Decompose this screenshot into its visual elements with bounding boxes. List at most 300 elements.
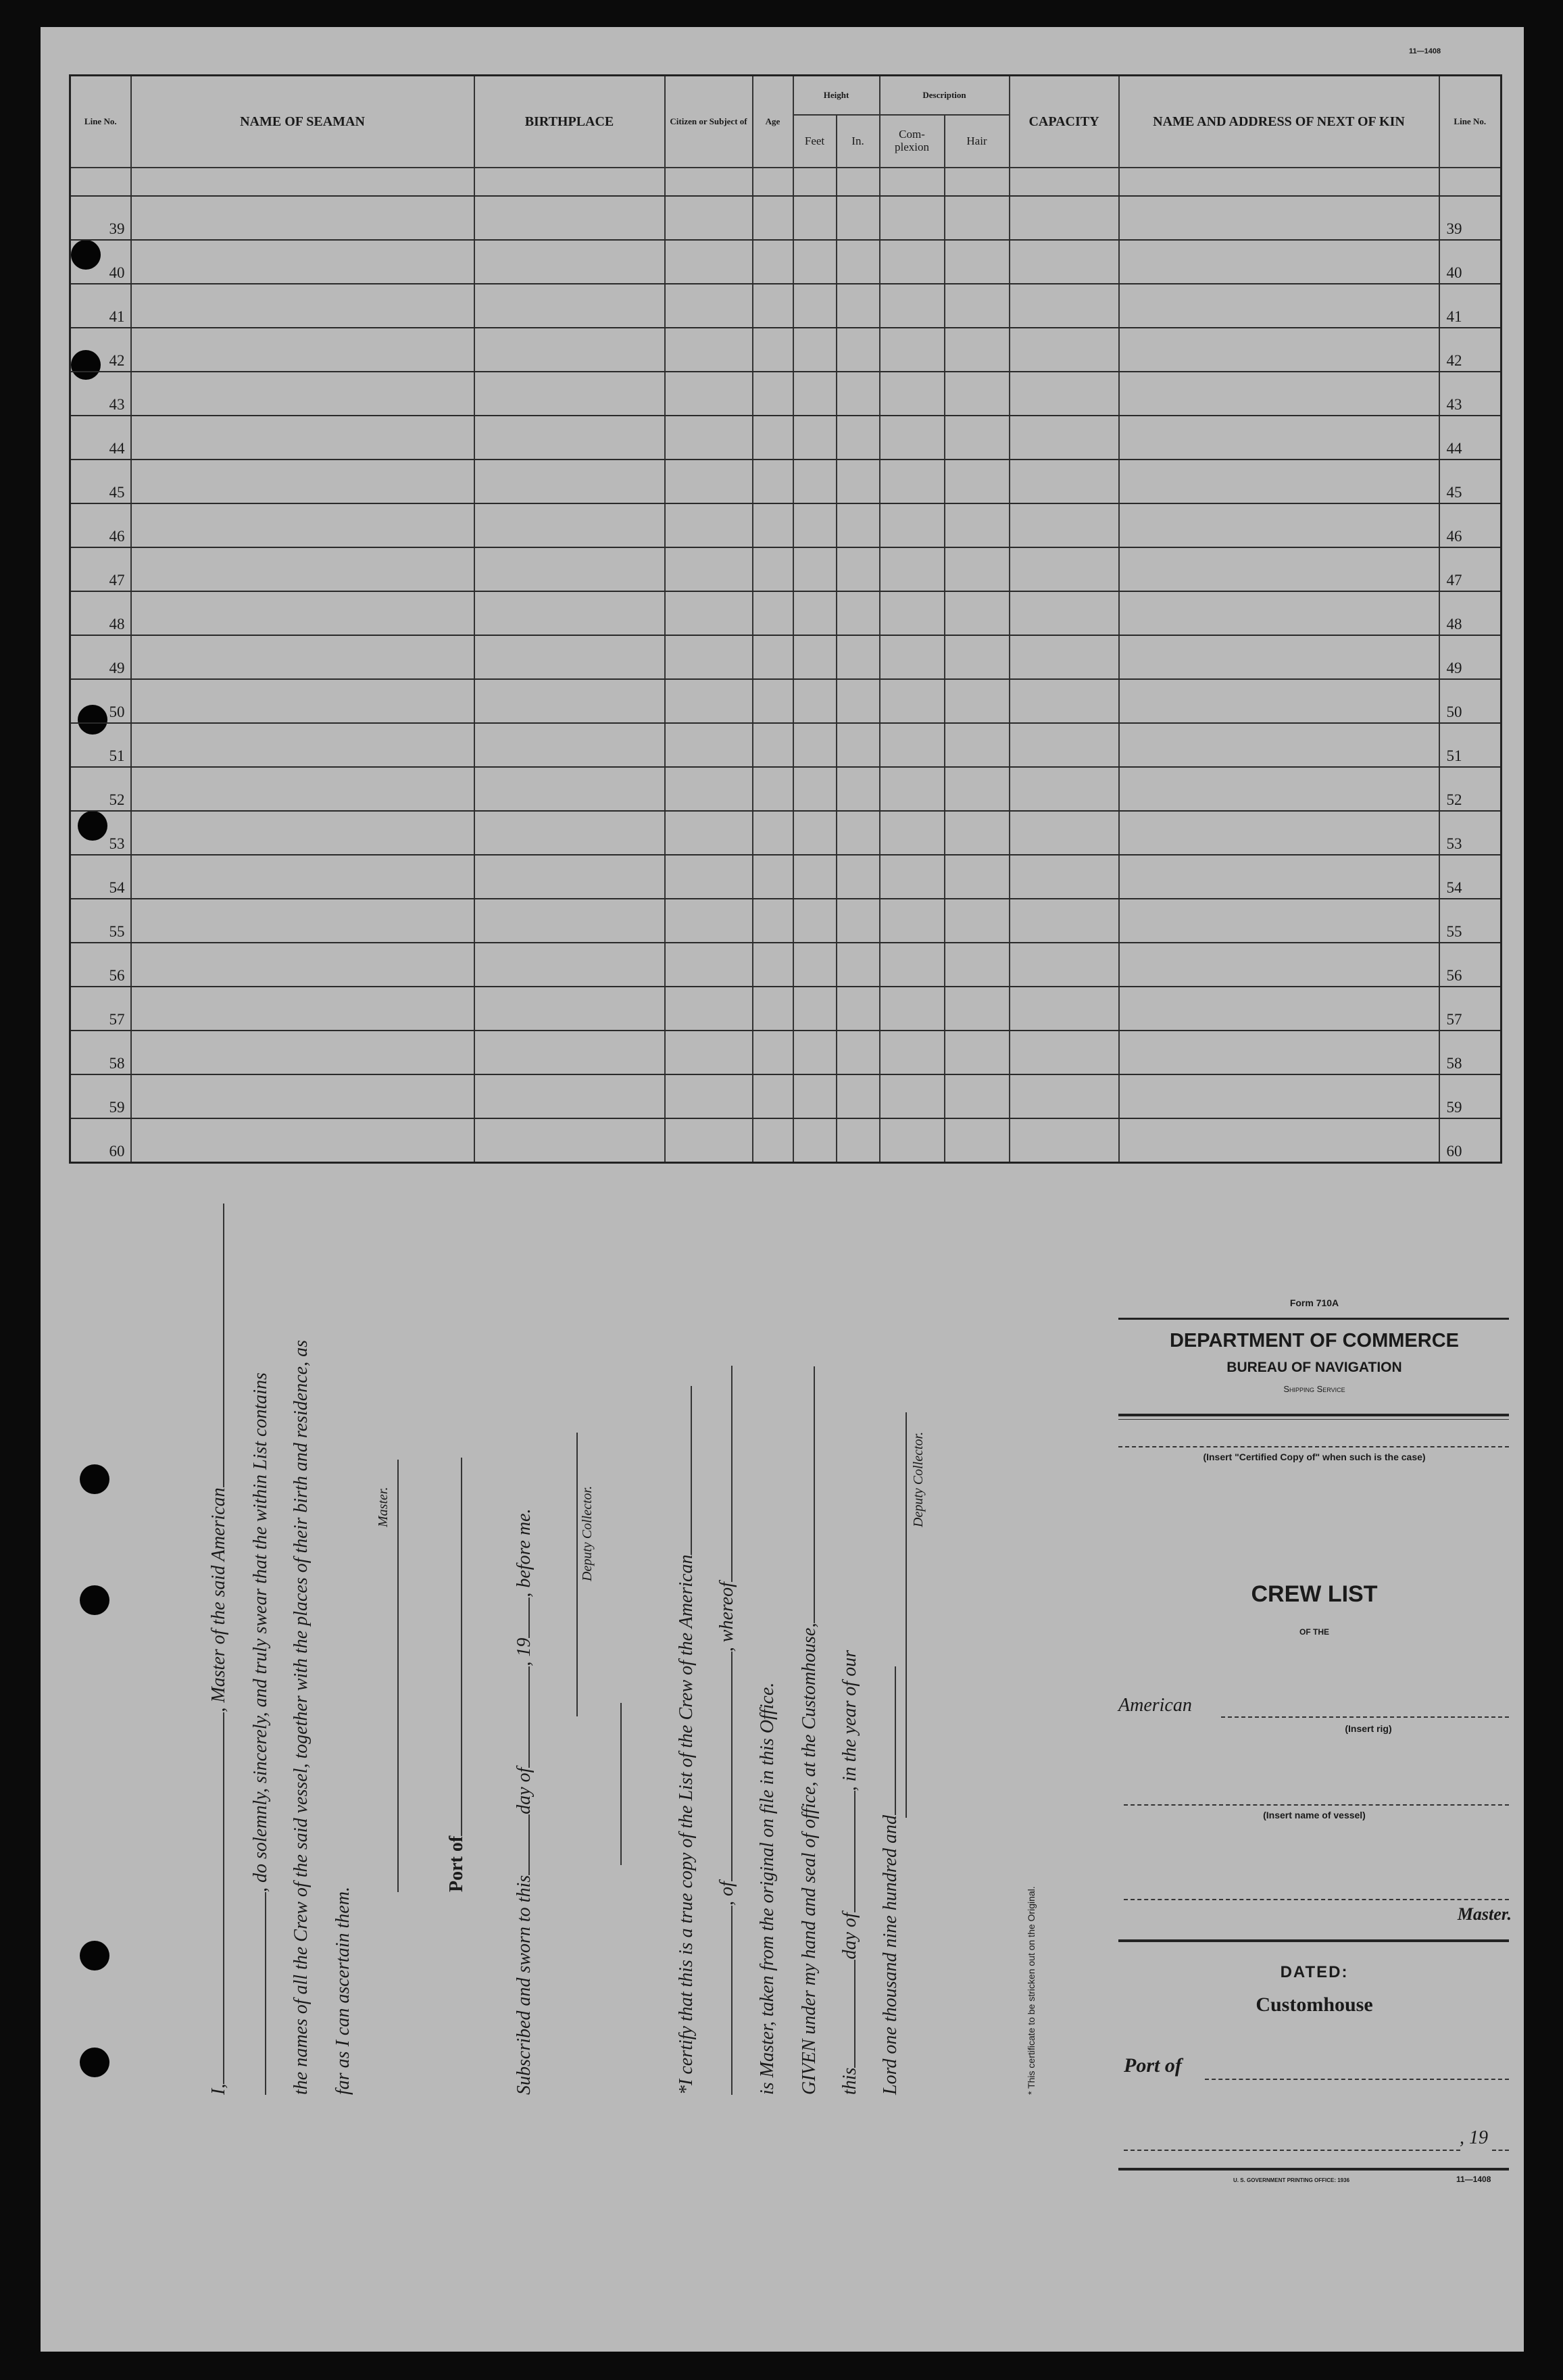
given-year-field[interactable] (878, 1666, 896, 1815)
line-number-right: 50 (1439, 679, 1502, 723)
table-cell[interactable] (665, 547, 753, 591)
table-cell[interactable] (880, 328, 945, 372)
table-cell[interactable] (131, 943, 474, 987)
table-cell[interactable] (474, 679, 665, 723)
table-cell[interactable] (880, 547, 945, 591)
table-cell[interactable] (793, 855, 837, 899)
table-cell[interactable] (1010, 723, 1119, 767)
table-cell[interactable] (880, 1118, 945, 1163)
table-cell[interactable] (753, 1118, 793, 1163)
table-cell[interactable] (793, 284, 837, 328)
line-number-right: 43 (1439, 372, 1502, 416)
table-cell[interactable] (880, 767, 945, 811)
table-cell[interactable] (837, 1074, 880, 1118)
table-cell[interactable] (945, 372, 1010, 416)
table-cell[interactable] (753, 1031, 793, 1074)
table-cell[interactable] (945, 328, 1010, 372)
table-cell[interactable] (753, 328, 793, 372)
table-cell[interactable] (1010, 899, 1119, 943)
table-cell[interactable] (880, 855, 945, 899)
table-cell[interactable] (1119, 1074, 1439, 1118)
table-cell[interactable] (945, 723, 1010, 767)
table-cell[interactable] (793, 1031, 837, 1074)
table-cell[interactable] (665, 240, 753, 284)
table-cell[interactable] (793, 328, 837, 372)
sworn-year-field[interactable] (512, 1597, 530, 1638)
table-cell[interactable] (793, 1074, 837, 1118)
table-cell[interactable] (131, 328, 474, 372)
line-number-left: 39 (70, 196, 131, 240)
table-cell[interactable] (837, 1031, 880, 1074)
table-cell[interactable] (945, 855, 1010, 899)
table-cell[interactable] (793, 196, 837, 240)
line-number-right: 53 (1439, 811, 1502, 855)
table-cell[interactable] (753, 899, 793, 943)
table-cell[interactable] (474, 460, 665, 503)
table-cell[interactable] (793, 416, 837, 460)
table-cell[interactable] (837, 328, 880, 372)
table-cell[interactable] (793, 899, 837, 943)
table-cell[interactable] (131, 635, 474, 679)
table-cell[interactable] (945, 1074, 1010, 1118)
table-cell[interactable] (753, 723, 793, 767)
certified-copy-field[interactable] (1118, 1426, 1509, 1447)
table-row (70, 460, 1502, 503)
master-signature-line[interactable] (397, 1460, 399, 1892)
table-cell[interactable] (665, 767, 753, 811)
table-cell[interactable] (945, 284, 1010, 328)
table-cell[interactable] (1119, 240, 1439, 284)
table-cell[interactable] (665, 196, 753, 240)
table-cell[interactable] (880, 284, 945, 328)
table-cell[interactable] (753, 1074, 793, 1118)
table-cell[interactable] (880, 723, 945, 767)
header-hair: Hair (945, 115, 1010, 168)
table-row (70, 679, 1502, 723)
table-row (70, 767, 1502, 811)
table-cell[interactable] (793, 503, 837, 547)
table-spacer-row (70, 168, 1502, 196)
cover-bottom-rule (1118, 2168, 1509, 2171)
header-citizen: Citizen or Subject of (665, 76, 753, 168)
table-cell[interactable] (837, 416, 880, 460)
deputy-collector-2-signature-line[interactable] (905, 1412, 907, 1818)
form-page (41, 27, 1524, 2352)
table-cell[interactable] (665, 635, 753, 679)
table-cell[interactable] (1119, 811, 1439, 855)
table-row (70, 196, 1502, 240)
table-cell[interactable] (945, 811, 1010, 855)
table-cell[interactable] (474, 372, 665, 416)
table-cell[interactable] (131, 987, 474, 1031)
table-cell[interactable] (1119, 328, 1439, 372)
table-cell[interactable] (474, 635, 665, 679)
line-number-left: 41 (70, 284, 131, 328)
table-cell[interactable] (793, 987, 837, 1031)
table-cell[interactable] (1119, 372, 1439, 416)
table-cell[interactable] (1119, 591, 1439, 635)
table-cell[interactable] (837, 987, 880, 1031)
deputy-collector-label: Deputy Collector. (580, 1485, 595, 1581)
table-cell[interactable] (945, 503, 1010, 547)
table-cell[interactable] (131, 723, 474, 767)
table-cell[interactable] (793, 372, 837, 416)
table-cell[interactable] (1119, 284, 1439, 328)
table-row (70, 811, 1502, 855)
table-cell[interactable] (1119, 899, 1439, 943)
table-cell[interactable] (665, 503, 753, 547)
table-cell[interactable] (1119, 1031, 1439, 1074)
table-cell[interactable] (474, 416, 665, 460)
table-cell[interactable] (945, 767, 1010, 811)
table-cell[interactable] (1010, 1118, 1119, 1163)
table-cell[interactable] (665, 460, 753, 503)
table-cell[interactable] (837, 767, 880, 811)
table-cell[interactable] (880, 987, 945, 1031)
table-cell[interactable] (1010, 196, 1119, 240)
table-cell[interactable] (945, 547, 1010, 591)
table-cell[interactable] (753, 240, 793, 284)
table-cell[interactable] (131, 196, 474, 240)
table-cell[interactable] (880, 460, 945, 503)
table-cell[interactable] (945, 987, 1010, 1031)
table-cell[interactable] (837, 855, 880, 899)
table-cell[interactable] (793, 240, 837, 284)
table-row (70, 372, 1502, 416)
table-cell[interactable] (1010, 328, 1119, 372)
certify-master-line: is Master, taken from the original on file in this Office. (757, 1682, 778, 2095)
table-cell[interactable] (837, 591, 880, 635)
line-number-right: 41 (1439, 284, 1502, 328)
deputy-collector-signature-line[interactable] (576, 1433, 578, 1716)
table-cell[interactable] (474, 503, 665, 547)
table-cell[interactable] (837, 460, 880, 503)
certify-whereof: , whereof (716, 1582, 737, 1652)
certify-rig-field[interactable] (715, 1906, 733, 2095)
deputy-collector-2-label: Deputy Collector. (911, 1431, 926, 1527)
table-cell[interactable] (1010, 635, 1119, 679)
table-cell[interactable] (837, 547, 880, 591)
table-cell[interactable] (753, 591, 793, 635)
table-cell[interactable] (665, 811, 753, 855)
table-cell[interactable] (665, 328, 753, 372)
table-cell[interactable] (1010, 987, 1119, 1031)
table-cell[interactable] (474, 855, 665, 899)
table-cell[interactable] (1119, 416, 1439, 460)
table-cell[interactable] (131, 855, 474, 899)
sworn-day-of: day of (514, 1767, 535, 1814)
table-cell[interactable] (793, 943, 837, 987)
table-cell[interactable] (880, 679, 945, 723)
table-cell[interactable] (1010, 811, 1119, 855)
table-cell[interactable] (1010, 503, 1119, 547)
table-cell[interactable] (793, 723, 837, 767)
table-cell[interactable] (945, 943, 1010, 987)
vessel-name-input[interactable] (1124, 1770, 1509, 1806)
table-cell[interactable] (793, 591, 837, 635)
line-number-left: 40 (70, 240, 131, 284)
table-cell[interactable] (793, 1118, 837, 1163)
table-cell[interactable] (131, 547, 474, 591)
table-cell[interactable] (131, 811, 474, 855)
line-number-left: 56 (70, 943, 131, 987)
table-cell[interactable] (837, 1118, 880, 1163)
table-cell[interactable] (753, 855, 793, 899)
table-cell[interactable] (793, 460, 837, 503)
table-cell[interactable] (945, 635, 1010, 679)
table-cell[interactable] (1119, 547, 1439, 591)
table-cell[interactable] (474, 196, 665, 240)
table-cell[interactable] (1010, 1074, 1119, 1118)
year-input[interactable] (1492, 2125, 1509, 2151)
oath-line-1 (207, 1204, 230, 2095)
table-cell[interactable] (945, 196, 1010, 240)
table-cell[interactable] (1119, 503, 1439, 547)
port-input[interactable] (1205, 2054, 1509, 2080)
table-cell[interactable] (753, 987, 793, 1031)
header-complexion: Com- plexion (880, 115, 945, 168)
table-cell[interactable] (945, 240, 1010, 284)
table-cell[interactable] (131, 899, 474, 943)
sworn-day-field[interactable] (512, 1814, 530, 1875)
table-cell[interactable] (1010, 679, 1119, 723)
table-cell[interactable] (793, 635, 837, 679)
table-cell[interactable] (753, 547, 793, 591)
form-number-top: 11—1408 (1409, 47, 1441, 55)
table-cell[interactable] (945, 679, 1010, 723)
table-cell[interactable] (880, 1074, 945, 1118)
table-cell[interactable] (665, 1074, 753, 1118)
table-cell[interactable] (880, 635, 945, 679)
certify-port-field[interactable] (715, 1652, 733, 1881)
table-cell[interactable] (1119, 855, 1439, 899)
table-cell[interactable] (474, 811, 665, 855)
table-cell[interactable] (1010, 547, 1119, 591)
form-number-bottom: 11—1408 (1456, 2175, 1491, 2184)
sworn-month-field[interactable] (512, 1666, 530, 1768)
table-cell[interactable] (793, 547, 837, 591)
table-cell[interactable] (753, 196, 793, 240)
table-cell[interactable] (837, 284, 880, 328)
table-row (70, 1074, 1502, 1118)
table-cell[interactable] (945, 460, 1010, 503)
table-cell[interactable] (1010, 416, 1119, 460)
table-cell[interactable] (474, 1031, 665, 1074)
table-cell[interactable] (753, 767, 793, 811)
certify-text: *I certify that this is a true copy of the List of the Crew of the American (676, 1554, 697, 2095)
given-day-line (838, 1650, 861, 2095)
table-cell[interactable] (793, 767, 837, 811)
table-cell[interactable] (753, 460, 793, 503)
table-cell[interactable] (837, 943, 880, 987)
table-cell[interactable] (665, 855, 753, 899)
table-cell[interactable] (837, 503, 880, 547)
table-cell[interactable] (753, 284, 793, 328)
table-cell[interactable] (474, 723, 665, 767)
rig-input[interactable] (1221, 1696, 1509, 1718)
table-cell[interactable] (1119, 635, 1439, 679)
table-cell[interactable] (880, 899, 945, 943)
line-number-right: 45 (1439, 460, 1502, 503)
certify-master-field[interactable] (715, 1366, 733, 1582)
table-cell[interactable] (880, 943, 945, 987)
date-input[interactable] (1124, 2125, 1460, 2151)
table-cell[interactable] (1119, 987, 1439, 1031)
given-year-of-our: , in the year of our (839, 1650, 860, 1791)
line-number-right: 59 (1439, 1074, 1502, 1118)
table-cell[interactable] (1119, 767, 1439, 811)
table-cell[interactable] (131, 372, 474, 416)
table-cell[interactable] (665, 591, 753, 635)
table-cell[interactable] (1010, 240, 1119, 284)
table-cell[interactable] (474, 591, 665, 635)
table-cell[interactable] (1119, 943, 1439, 987)
table-cell[interactable] (474, 328, 665, 372)
table-cell[interactable] (837, 372, 880, 416)
table-row (70, 855, 1502, 899)
table-cell[interactable] (837, 811, 880, 855)
table-cell[interactable] (474, 240, 665, 284)
port-of-field[interactable] (445, 1458, 462, 1836)
line-number-left: 59 (70, 1074, 131, 1118)
table-cell[interactable] (131, 679, 474, 723)
crew-list-title: CREW LIST (1251, 1581, 1378, 1607)
line-number-right: 57 (1439, 987, 1502, 1031)
table-cell[interactable] (665, 284, 753, 328)
table-cell[interactable] (131, 284, 474, 328)
table-cell[interactable] (131, 767, 474, 811)
table-cell[interactable] (665, 943, 753, 987)
table-cell[interactable] (131, 1074, 474, 1118)
given-month-field[interactable] (838, 1791, 855, 1912)
table-cell[interactable] (474, 767, 665, 811)
table-cell[interactable] (1010, 855, 1119, 899)
table-cell[interactable] (474, 1074, 665, 1118)
shipping-service: Shipping Service (1283, 1384, 1345, 1394)
table-cell[interactable] (753, 811, 793, 855)
table-cell[interactable] (837, 196, 880, 240)
table-cell[interactable] (793, 811, 837, 855)
table-cell[interactable] (945, 899, 1010, 943)
table-cell[interactable] (131, 460, 474, 503)
certify-line (674, 1386, 697, 2095)
table-cell[interactable] (665, 372, 753, 416)
table-cell[interactable] (837, 899, 880, 943)
table-cell[interactable] (665, 899, 753, 943)
line-number-right: 44 (1439, 416, 1502, 460)
table-cell[interactable] (665, 416, 753, 460)
line-number-right: 52 (1439, 767, 1502, 811)
table-cell[interactable] (880, 811, 945, 855)
table-cell[interactable] (880, 503, 945, 547)
table-cell[interactable] (665, 679, 753, 723)
customhouse-field[interactable] (797, 1366, 815, 1623)
table-cell[interactable] (793, 679, 837, 723)
table-cell[interactable] (753, 503, 793, 547)
table-cell[interactable] (837, 240, 880, 284)
table-cell[interactable] (131, 591, 474, 635)
table-cell[interactable] (880, 372, 945, 416)
header-description: Description (880, 76, 1010, 116)
sworn-before-me: , before me. (514, 1508, 535, 1597)
rig-field[interactable] (249, 1892, 266, 2095)
table-cell[interactable] (1010, 284, 1119, 328)
table-cell[interactable] (1010, 591, 1119, 635)
table-cell[interactable] (880, 1031, 945, 1074)
line-number-left: 57 (70, 987, 131, 1031)
table-cell[interactable] (837, 679, 880, 723)
table-cell[interactable] (753, 679, 793, 723)
table-cell[interactable] (474, 547, 665, 591)
table-cell[interactable] (837, 723, 880, 767)
table-cell[interactable] (1119, 460, 1439, 503)
american-label: American (1118, 1695, 1192, 1716)
line-number-left: 53 (70, 811, 131, 855)
table-cell[interactable] (131, 503, 474, 547)
table-cell[interactable] (665, 1031, 753, 1074)
table-cell[interactable] (837, 635, 880, 679)
table-cell[interactable] (665, 987, 753, 1031)
table-cell[interactable] (1010, 1031, 1119, 1074)
table-cell[interactable] (474, 1118, 665, 1163)
table-cell[interactable] (1119, 679, 1439, 723)
table-cell[interactable] (1119, 1118, 1439, 1163)
certify-vessel-field[interactable] (674, 1386, 692, 1555)
line-number-right: 54 (1439, 855, 1502, 899)
table-cell[interactable] (753, 416, 793, 460)
table-cell[interactable] (1010, 460, 1119, 503)
certify-of-line (715, 1366, 738, 2095)
table-cell[interactable] (753, 635, 793, 679)
table-cell[interactable] (880, 591, 945, 635)
table-cell[interactable] (131, 1031, 474, 1074)
table-cell[interactable] (753, 372, 793, 416)
table-cell[interactable] (945, 1118, 1010, 1163)
table-cell[interactable] (880, 196, 945, 240)
master-label-cover: Master. (1457, 1904, 1512, 1924)
line-number-left: 58 (70, 1031, 131, 1074)
table-cell[interactable] (945, 416, 1010, 460)
table-cell[interactable] (1119, 196, 1439, 240)
table-cell[interactable] (1010, 767, 1119, 811)
table-cell[interactable] (474, 943, 665, 987)
vessel-name-field[interactable] (207, 1204, 224, 1487)
table-cell[interactable] (1010, 372, 1119, 416)
table-cell[interactable] (131, 1118, 474, 1163)
table-cell[interactable] (753, 943, 793, 987)
table-cell[interactable] (1119, 723, 1439, 767)
table-cell[interactable] (474, 284, 665, 328)
given-day-field[interactable] (838, 1960, 855, 2068)
table-cell[interactable] (665, 723, 753, 767)
master-name-field[interactable] (207, 1712, 224, 2084)
printing-office: U. S. GOVERNMENT PRINTING OFFICE: 1936 (1233, 2177, 1350, 2183)
table-cell[interactable] (880, 240, 945, 284)
table-cell[interactable] (474, 899, 665, 943)
table-cell[interactable] (131, 416, 474, 460)
form-710a: Form 710A (1289, 1297, 1339, 1308)
table-cell[interactable] (131, 240, 474, 284)
oath-line-3: the names of all the Crew of the said vessel, together with the places of their birth and residence, as (291, 1340, 312, 2095)
table-cell[interactable] (880, 416, 945, 460)
line-number-right: 55 (1439, 899, 1502, 943)
table-cell[interactable] (945, 591, 1010, 635)
table-cell[interactable] (1010, 943, 1119, 987)
table-cell[interactable] (474, 987, 665, 1031)
table-cell[interactable] (665, 1118, 753, 1163)
master-name-input[interactable] (1124, 1879, 1509, 1900)
table-cell[interactable] (945, 1031, 1010, 1074)
